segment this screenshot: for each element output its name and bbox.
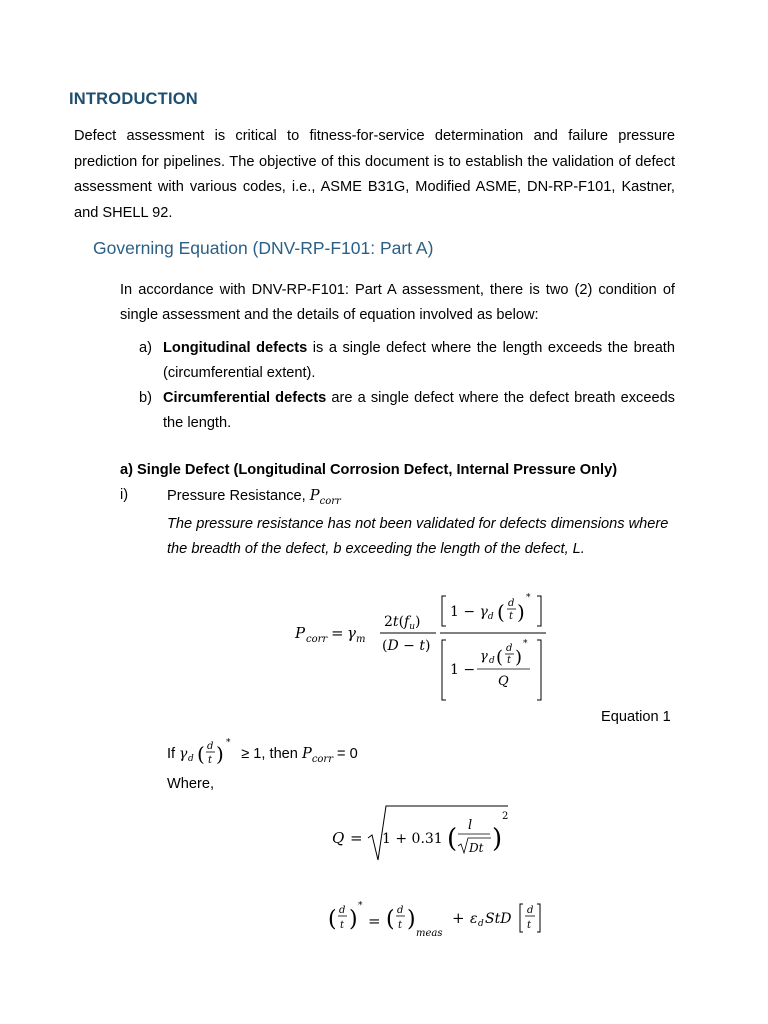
svg-text:1 −: 1 − — [450, 662, 476, 678]
svg-text:d: d — [339, 905, 346, 916]
svg-text:corr: corr — [306, 634, 328, 645]
svg-text:d: d — [188, 754, 194, 764]
svg-text:d: d — [506, 643, 513, 654]
svg-text:*: * — [358, 901, 363, 911]
svg-text:Q: Q — [498, 674, 509, 689]
condition-prefix: If — [167, 746, 180, 762]
svg-text:Q: Q — [332, 829, 345, 847]
svg-text:(: ( — [328, 907, 337, 932]
where-label: Where, — [167, 776, 215, 792]
svg-text:): ) — [216, 742, 224, 766]
intro-paragraph: Defect assessment is critical to fitness-for-service determination and failure pressure prediction for pipelines. The objective of this document is to establish the validation of defect assessment with various codes, i.e., ASME B31G, Modified ASME, DN-RP-F101, Kastner, and SHELL 92. — [74, 128, 675, 221]
condition-list — [139, 336, 675, 436]
svg-text:d: d — [489, 656, 495, 666]
list-term: Longitudinal defects — [163, 340, 308, 356]
list-item — [139, 386, 675, 436]
svg-text:1 + 0.31: 1 + 0.31 — [382, 831, 443, 847]
zero-condition — [167, 737, 358, 771]
item-label — [167, 487, 341, 507]
svg-text:(D − t): (D − t) — [382, 638, 431, 654]
svg-text:d: d — [478, 919, 484, 929]
p-symbol: P — [309, 487, 320, 504]
svg-text:*: * — [226, 738, 231, 748]
svg-text:t: t — [507, 655, 512, 666]
gamma-d-over-t-symbol — [179, 737, 237, 769]
pressure-resistance-label: Pressure Resistance, — [167, 488, 310, 504]
svg-text:t: t — [509, 611, 514, 622]
condition-suffix: = 0 — [333, 746, 358, 762]
svg-text:l: l — [468, 818, 473, 833]
svg-text:γ: γ — [480, 649, 488, 664]
svg-text:(: ( — [497, 600, 505, 624]
svg-text:P: P — [295, 624, 306, 642]
svg-text:(: ( — [386, 907, 395, 932]
list-marker: b) — [139, 390, 152, 406]
svg-text:2: 2 — [502, 811, 509, 822]
svg-text:*: * — [523, 639, 528, 649]
svg-text:+: + — [452, 909, 465, 927]
equation-q — [330, 802, 530, 872]
svg-text:meas: meas — [416, 928, 443, 939]
svg-text:(: ( — [496, 647, 504, 668]
svg-text:t: t — [527, 920, 532, 931]
svg-text:d: d — [527, 905, 534, 916]
svg-text:StD: StD — [485, 911, 512, 927]
svg-text:(: ( — [197, 742, 205, 766]
svg-text:d: d — [207, 741, 214, 752]
list-text: are a single defect where the defect breath exceeds the length. — [163, 390, 675, 431]
section-heading: INTRODUCTION — [69, 90, 198, 108]
svg-text:m: m — [356, 634, 366, 645]
list-marker: a) — [139, 340, 152, 356]
svg-text:(: ( — [447, 824, 458, 854]
p-subscript: corr — [311, 753, 333, 765]
svg-text:ε: ε — [470, 911, 478, 927]
equation-label: Equation 1 — [601, 709, 671, 725]
svg-text:Dt: Dt — [469, 841, 484, 855]
svg-text:=: = — [331, 624, 344, 642]
list-item — [139, 336, 675, 386]
svg-text:1 − γd: $1 - \gamma_d$ — [450, 604, 494, 622]
svg-text:=: = — [368, 912, 381, 930]
svg-text:t: t — [208, 755, 213, 766]
svg-text:t: t — [398, 920, 403, 931]
svg-text:*: * — [526, 593, 531, 603]
svg-text:): ) — [349, 907, 358, 932]
single-defect-heading: a) Single Defect (Longitudinal Corrosion Defect, Internal Pressure Only) — [120, 462, 618, 478]
svg-text:): ) — [517, 600, 525, 624]
svg-text:d: d — [508, 598, 515, 609]
svg-text:t: t — [340, 920, 345, 931]
condition-middle: ≥ 1, then — [237, 746, 302, 762]
svg-text:2t(fu): $2t(f_u)$ — [384, 614, 421, 632]
svg-text:=: = — [350, 829, 363, 847]
svg-text:): ) — [407, 907, 416, 932]
assessment-paragraph: In accordance with DNV-RP-F101: Part A assessment, there is two (2) condition of single assessment and the details of equation involved as below: — [120, 282, 675, 323]
equation-d-over-t — [328, 898, 558, 940]
svg-text:): ) — [492, 824, 503, 854]
p-subscript: corr — [319, 495, 341, 507]
validation-note: The pressure resistance has not been validated for defects dimensions where the breadth of the defect, b exceeding the length of the defect, L. — [167, 516, 669, 557]
svg-text:): ) — [515, 647, 523, 668]
subsection-heading: Governing Equation (DNV-RP-F101: Part A) — [93, 238, 434, 258]
svg-text:γ: γ — [179, 746, 188, 762]
list-text: is a single defect where the length exceeds the breath (circumferential extent). — [163, 340, 675, 381]
list-term: Circumferential defects — [163, 390, 327, 406]
equation-1 — [290, 588, 560, 708]
svg-text:γ: γ — [347, 624, 356, 642]
item-marker: i) — [120, 487, 129, 503]
svg-text:d: d — [397, 905, 404, 916]
p-symbol: P — [301, 745, 312, 762]
